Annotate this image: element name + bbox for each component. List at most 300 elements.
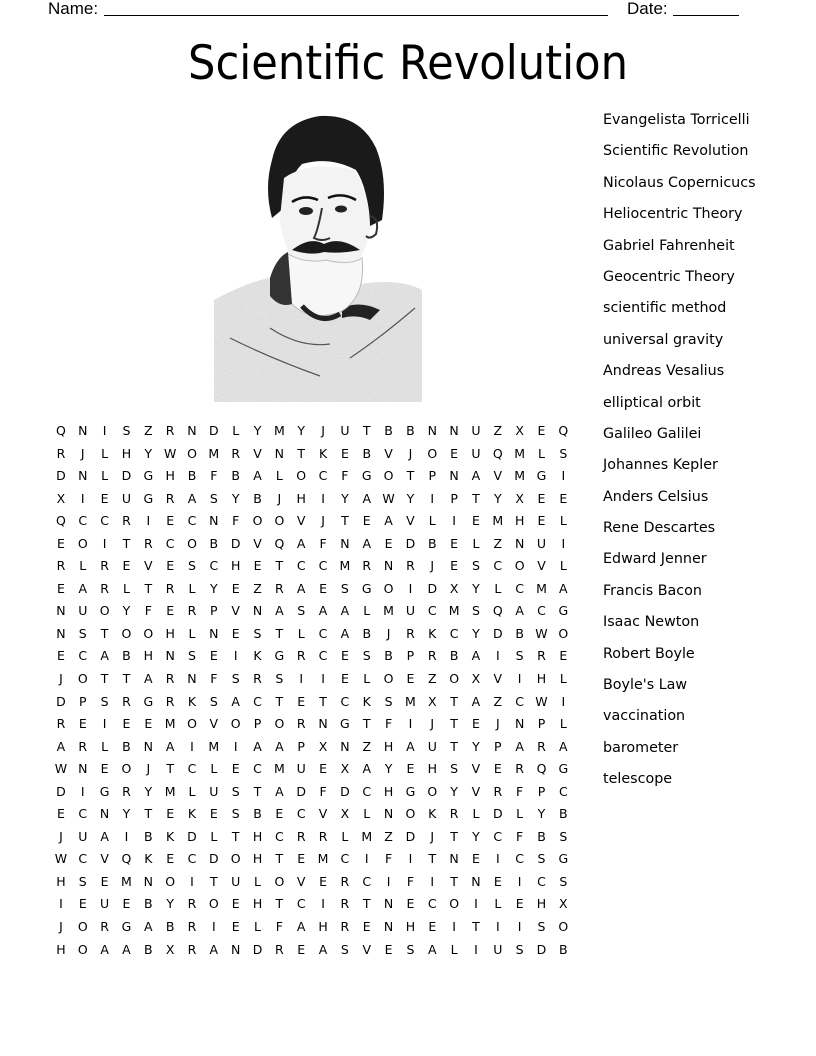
grid-cell[interactable]: F: [210, 671, 218, 687]
grid-cell[interactable]: U: [536, 535, 547, 551]
grid-cell[interactable]: T: [472, 919, 480, 935]
grid-cell[interactable]: O: [274, 716, 285, 732]
grid-cell[interactable]: P: [297, 738, 305, 754]
grid-cell[interactable]: G: [558, 851, 569, 867]
grid-cell[interactable]: H: [514, 513, 525, 529]
grid-cell[interactable]: M: [208, 738, 220, 754]
grid-cell[interactable]: D: [296, 783, 307, 799]
grid-cell[interactable]: R: [100, 919, 109, 935]
grid-cell[interactable]: C: [78, 513, 88, 529]
grid-cell[interactable]: T: [362, 716, 371, 732]
grid-cell[interactable]: O: [558, 625, 569, 641]
grid-cell[interactable]: I: [561, 693, 566, 709]
grid-cell[interactable]: M: [536, 580, 547, 596]
grid-cell[interactable]: W: [535, 693, 548, 709]
grid-cell[interactable]: O: [427, 783, 438, 799]
grid-cell[interactable]: E: [515, 896, 524, 912]
grid-cell[interactable]: E: [493, 761, 502, 777]
grid-cell[interactable]: B: [122, 738, 131, 754]
grid-cell[interactable]: T: [100, 671, 109, 687]
grid-cell[interactable]: L: [254, 919, 261, 935]
grid-cell[interactable]: L: [122, 580, 130, 596]
grid-cell[interactable]: O: [143, 625, 154, 641]
grid-cell[interactable]: V: [471, 783, 481, 799]
grid-cell[interactable]: X: [318, 738, 328, 754]
grid-cell[interactable]: N: [449, 423, 459, 438]
grid-cell[interactable]: O: [230, 851, 241, 867]
grid-cell[interactable]: R: [122, 783, 131, 799]
grid-cell[interactable]: A: [100, 648, 109, 664]
grid-cell[interactable]: L: [210, 828, 218, 844]
grid-cell[interactable]: V: [209, 716, 219, 732]
grid-cell[interactable]: B: [384, 423, 393, 438]
grid-cell[interactable]: N: [252, 603, 263, 619]
grid-cell[interactable]: T: [319, 693, 327, 709]
grid-cell[interactable]: N: [514, 535, 525, 551]
grid-cell[interactable]: F: [384, 851, 393, 867]
grid-cell[interactable]: M: [208, 445, 220, 461]
grid-cell[interactable]: Y: [210, 580, 218, 596]
grid-cell[interactable]: L: [559, 716, 567, 732]
grid-cell[interactable]: P: [78, 693, 87, 709]
grid-cell[interactable]: S: [78, 625, 87, 641]
grid-cell[interactable]: T: [362, 896, 371, 912]
grid-cell[interactable]: X: [340, 806, 350, 822]
grid-cell[interactable]: E: [450, 535, 459, 551]
grid-cell[interactable]: I: [408, 580, 413, 596]
grid-cell[interactable]: L: [559, 513, 567, 529]
grid-cell[interactable]: S: [471, 603, 480, 619]
grid-cell[interactable]: N: [187, 671, 197, 687]
grid-cell[interactable]: M: [405, 693, 416, 709]
grid-cell[interactable]: T: [122, 671, 131, 687]
grid-cell[interactable]: T: [100, 625, 109, 641]
grid-cell[interactable]: A: [427, 941, 437, 957]
grid-cell[interactable]: J: [277, 490, 282, 506]
grid-cell[interactable]: X: [471, 671, 481, 687]
grid-cell[interactable]: B: [384, 648, 393, 664]
grid-cell[interactable]: T: [297, 445, 306, 461]
grid-cell[interactable]: A: [187, 490, 197, 506]
grid-cell[interactable]: C: [515, 693, 524, 709]
grid-cell[interactable]: R: [275, 941, 284, 957]
date-field-line[interactable]: [673, 15, 739, 16]
grid-cell[interactable]: N: [383, 558, 394, 574]
grid-cell[interactable]: T: [406, 468, 415, 484]
grid-cell[interactable]: I: [495, 851, 500, 867]
grid-cell[interactable]: T: [472, 490, 480, 506]
grid-cell[interactable]: Y: [253, 423, 262, 438]
grid-cell[interactable]: H: [536, 671, 547, 687]
grid-cell[interactable]: C: [318, 625, 328, 641]
grid-cell[interactable]: E: [406, 761, 415, 777]
grid-cell[interactable]: G: [143, 693, 154, 709]
grid-cell[interactable]: N: [56, 625, 66, 641]
grid-cell[interactable]: A: [122, 941, 131, 957]
grid-cell[interactable]: L: [516, 806, 524, 822]
grid-cell[interactable]: A: [559, 580, 568, 596]
grid-cell[interactable]: X: [515, 490, 524, 506]
grid-cell[interactable]: C: [318, 648, 328, 664]
grid-cell[interactable]: C: [187, 761, 197, 777]
grid-cell[interactable]: L: [101, 468, 109, 484]
grid-cell[interactable]: A: [515, 603, 524, 619]
grid-cell[interactable]: U: [427, 738, 437, 754]
grid-cell[interactable]: R: [122, 693, 131, 709]
grid-cell[interactable]: N: [514, 716, 525, 732]
grid-cell[interactable]: A: [100, 941, 109, 957]
grid-cell[interactable]: F: [516, 828, 524, 844]
grid-cell[interactable]: E: [340, 671, 349, 687]
grid-cell[interactable]: A: [253, 468, 262, 484]
grid-cell[interactable]: D: [405, 535, 416, 551]
grid-cell[interactable]: L: [254, 873, 261, 889]
grid-cell[interactable]: A: [471, 648, 481, 664]
grid-cell[interactable]: E: [166, 558, 175, 574]
grid-cell[interactable]: H: [252, 851, 263, 867]
grid-cell[interactable]: R: [165, 671, 175, 687]
grid-cell[interactable]: I: [430, 490, 435, 506]
grid-cell[interactable]: R: [231, 445, 241, 461]
grid-cell[interactable]: R: [78, 738, 88, 754]
grid-cell[interactable]: N: [99, 806, 110, 822]
grid-cell[interactable]: I: [408, 851, 413, 867]
grid-cell[interactable]: S: [340, 580, 349, 596]
grid-cell[interactable]: A: [559, 738, 568, 754]
grid-cell[interactable]: A: [231, 693, 240, 709]
grid-cell[interactable]: E: [56, 535, 65, 551]
grid-cell[interactable]: Y: [493, 490, 502, 506]
grid-cell[interactable]: J: [430, 558, 435, 574]
grid-cell[interactable]: T: [450, 828, 458, 844]
grid-cell[interactable]: E: [319, 873, 327, 889]
grid-cell[interactable]: L: [363, 671, 371, 687]
grid-cell[interactable]: M: [164, 716, 176, 732]
grid-cell[interactable]: A: [384, 513, 393, 529]
grid-cell[interactable]: R: [318, 828, 328, 844]
grid-cell[interactable]: C: [449, 625, 459, 641]
grid-cell[interactable]: Y: [166, 896, 174, 912]
grid-cell[interactable]: E: [537, 513, 546, 529]
grid-cell[interactable]: E: [56, 648, 65, 664]
grid-cell[interactable]: X: [165, 941, 175, 957]
grid-cell[interactable]: J: [408, 445, 413, 461]
grid-cell[interactable]: D: [492, 806, 503, 822]
grid-cell[interactable]: E: [78, 896, 87, 912]
grid-cell[interactable]: P: [253, 716, 262, 732]
grid-cell[interactable]: M: [164, 783, 176, 799]
grid-cell[interactable]: K: [253, 648, 262, 664]
grid-cell[interactable]: E: [122, 558, 131, 574]
grid-cell[interactable]: O: [449, 671, 460, 687]
grid-cell[interactable]: O: [208, 896, 219, 912]
grid-cell[interactable]: P: [406, 648, 415, 664]
grid-cell[interactable]: I: [102, 423, 107, 438]
grid-cell[interactable]: T: [144, 580, 153, 596]
grid-cell[interactable]: Y: [472, 738, 480, 754]
grid-cell[interactable]: S: [559, 873, 568, 889]
grid-cell[interactable]: E: [231, 761, 240, 777]
grid-cell[interactable]: Z: [253, 580, 262, 596]
grid-cell[interactable]: U: [471, 423, 481, 438]
grid-cell[interactable]: R: [340, 873, 350, 889]
grid-cell[interactable]: S: [231, 806, 240, 822]
grid-cell[interactable]: O: [405, 806, 416, 822]
grid-cell[interactable]: B: [559, 941, 568, 957]
grid-cell[interactable]: Z: [493, 423, 503, 438]
grid-cell[interactable]: A: [362, 490, 372, 506]
grid-cell[interactable]: O: [383, 580, 394, 596]
grid-cell[interactable]: H: [121, 445, 132, 461]
grid-cell[interactable]: D: [536, 941, 547, 957]
grid-cell[interactable]: E: [472, 513, 480, 529]
grid-cell[interactable]: E: [297, 851, 306, 867]
grid-cell[interactable]: N: [56, 603, 66, 619]
grid-cell[interactable]: E: [297, 693, 306, 709]
grid-cell[interactable]: N: [340, 535, 350, 551]
grid-cell[interactable]: M: [448, 603, 460, 619]
grid-cell[interactable]: F: [406, 873, 415, 889]
grid-cell[interactable]: F: [384, 716, 393, 732]
grid-cell[interactable]: P: [210, 603, 218, 619]
grid-cell[interactable]: C: [318, 468, 328, 484]
grid-cell[interactable]: A: [78, 580, 88, 596]
grid-cell[interactable]: C: [515, 580, 524, 596]
grid-cell[interactable]: O: [252, 513, 263, 529]
grid-cell[interactable]: O: [383, 671, 394, 687]
grid-cell[interactable]: L: [101, 738, 109, 754]
grid-cell[interactable]: B: [406, 423, 415, 438]
grid-cell[interactable]: C: [296, 558, 306, 574]
grid-cell[interactable]: N: [427, 423, 437, 438]
grid-cell[interactable]: B: [449, 648, 459, 664]
grid-cell[interactable]: R: [56, 716, 66, 732]
grid-cell[interactable]: I: [124, 828, 129, 844]
grid-cell[interactable]: R: [340, 896, 350, 912]
grid-cell[interactable]: W: [54, 761, 68, 777]
grid-cell[interactable]: H: [230, 558, 241, 574]
grid-cell[interactable]: E: [450, 558, 459, 574]
grid-cell[interactable]: N: [230, 941, 241, 957]
grid-cell[interactable]: R: [296, 828, 306, 844]
grid-cell[interactable]: R: [427, 648, 437, 664]
grid-cell[interactable]: M: [383, 603, 394, 619]
grid-cell[interactable]: Q: [492, 603, 503, 619]
grid-cell[interactable]: X: [427, 693, 437, 709]
grid-cell[interactable]: G: [361, 468, 372, 484]
grid-cell[interactable]: M: [339, 558, 351, 574]
grid-cell[interactable]: H: [252, 896, 263, 912]
grid-cell[interactable]: I: [452, 919, 456, 935]
grid-cell[interactable]: B: [144, 828, 153, 844]
grid-cell[interactable]: Y: [144, 783, 153, 799]
grid-cell[interactable]: A: [209, 941, 219, 957]
grid-cell[interactable]: Y: [472, 625, 480, 641]
grid-cell[interactable]: E: [209, 648, 218, 664]
grid-cell[interactable]: C: [558, 783, 568, 799]
grid-cell[interactable]: N: [187, 423, 197, 438]
grid-cell[interactable]: O: [165, 873, 176, 889]
grid-cell[interactable]: J: [495, 716, 500, 732]
grid-cell[interactable]: J: [386, 625, 391, 641]
grid-cell[interactable]: R: [253, 671, 262, 687]
grid-cell[interactable]: L: [450, 941, 458, 957]
grid-cell[interactable]: R: [537, 738, 546, 754]
grid-cell[interactable]: E: [78, 716, 87, 732]
grid-cell[interactable]: E: [340, 445, 349, 461]
grid-cell[interactable]: C: [209, 558, 219, 574]
grid-cell[interactable]: A: [471, 468, 481, 484]
grid-cell[interactable]: S: [515, 941, 524, 957]
grid-cell[interactable]: E: [56, 580, 65, 596]
grid-cell[interactable]: B: [209, 535, 219, 551]
grid-cell[interactable]: F: [210, 468, 218, 484]
grid-cell[interactable]: E: [340, 648, 349, 664]
grid-cell[interactable]: O: [274, 873, 285, 889]
grid-cell[interactable]: I: [146, 513, 151, 529]
grid-cell[interactable]: E: [166, 513, 175, 529]
grid-cell[interactable]: I: [474, 896, 478, 912]
grid-cell[interactable]: S: [471, 558, 480, 574]
grid-cell[interactable]: U: [209, 783, 219, 799]
grid-cell[interactable]: I: [321, 896, 325, 912]
grid-cell[interactable]: O: [121, 625, 132, 641]
grid-cell[interactable]: I: [364, 851, 369, 867]
grid-cell[interactable]: M: [273, 423, 285, 438]
grid-cell[interactable]: E: [428, 919, 437, 935]
grid-cell[interactable]: S: [362, 648, 371, 664]
grid-cell[interactable]: C: [78, 806, 88, 822]
grid-cell[interactable]: N: [78, 423, 88, 438]
grid-cell[interactable]: Y: [122, 603, 131, 619]
grid-cell[interactable]: O: [77, 941, 88, 957]
grid-cell[interactable]: R: [143, 535, 153, 551]
grid-cell[interactable]: R: [100, 580, 109, 596]
grid-cell[interactable]: U: [78, 828, 88, 844]
grid-cell[interactable]: P: [537, 783, 546, 799]
grid-cell[interactable]: Q: [56, 423, 66, 438]
grid-cell[interactable]: S: [340, 941, 349, 957]
grid-cell[interactable]: C: [493, 558, 503, 574]
grid-cell[interactable]: D: [56, 693, 66, 709]
grid-cell[interactable]: C: [78, 851, 88, 867]
grid-cell[interactable]: J: [80, 445, 85, 461]
grid-cell[interactable]: X: [559, 896, 568, 912]
grid-cell[interactable]: E: [253, 558, 262, 574]
grid-cell[interactable]: K: [362, 693, 371, 709]
grid-cell[interactable]: T: [275, 693, 284, 709]
grid-cell[interactable]: A: [100, 828, 109, 844]
grid-cell[interactable]: P: [450, 490, 458, 506]
grid-cell[interactable]: H: [318, 919, 328, 935]
grid-cell[interactable]: S: [122, 423, 131, 438]
grid-cell[interactable]: E: [559, 490, 568, 506]
grid-cell[interactable]: H: [536, 896, 547, 912]
grid-cell[interactable]: O: [187, 535, 197, 551]
grid-cell[interactable]: E: [209, 806, 218, 822]
grid-cell[interactable]: Y: [231, 490, 240, 506]
grid-cell[interactable]: C: [537, 873, 546, 889]
grid-cell[interactable]: B: [362, 625, 372, 641]
grid-cell[interactable]: U: [100, 896, 110, 912]
grid-cell[interactable]: G: [143, 490, 154, 506]
grid-cell[interactable]: S: [188, 648, 196, 664]
grid-cell[interactable]: E: [362, 919, 371, 935]
grid-cell[interactable]: B: [122, 648, 131, 664]
grid-cell[interactable]: L: [232, 423, 240, 438]
grid-cell[interactable]: G: [274, 648, 285, 664]
grid-cell[interactable]: A: [144, 919, 153, 935]
grid-cell[interactable]: Y: [406, 490, 415, 506]
grid-cell[interactable]: S: [231, 783, 240, 799]
grid-cell[interactable]: E: [537, 490, 546, 506]
grid-cell[interactable]: X: [340, 761, 350, 777]
grid-cell[interactable]: J: [430, 716, 435, 732]
grid-cell[interactable]: L: [297, 625, 305, 641]
grid-cell[interactable]: Z: [144, 423, 153, 438]
grid-cell[interactable]: R: [100, 558, 109, 574]
grid-cell[interactable]: V: [362, 941, 372, 957]
grid-cell[interactable]: J: [59, 828, 63, 844]
grid-cell[interactable]: R: [296, 648, 306, 664]
grid-cell[interactable]: V: [100, 851, 109, 867]
grid-cell[interactable]: A: [144, 671, 153, 687]
grid-cell[interactable]: Y: [122, 806, 131, 822]
grid-cell[interactable]: L: [188, 783, 196, 799]
grid-cell[interactable]: V: [406, 513, 415, 529]
grid-cell[interactable]: O: [383, 468, 394, 484]
grid-cell[interactable]: W: [382, 490, 395, 506]
grid-cell[interactable]: A: [275, 738, 284, 754]
grid-cell[interactable]: T: [122, 535, 131, 551]
grid-cell[interactable]: C: [100, 513, 109, 529]
grid-cell[interactable]: V: [537, 558, 546, 574]
grid-cell[interactable]: P: [494, 738, 502, 754]
grid-cell[interactable]: J: [430, 828, 435, 844]
grid-cell[interactable]: E: [559, 648, 568, 664]
grid-cell[interactable]: T: [253, 783, 262, 799]
grid-cell[interactable]: I: [59, 896, 63, 912]
grid-cell[interactable]: L: [472, 806, 480, 822]
grid-cell[interactable]: A: [275, 603, 284, 619]
grid-cell[interactable]: C: [187, 513, 197, 529]
grid-cell[interactable]: V: [471, 761, 481, 777]
grid-cell[interactable]: I: [211, 919, 216, 935]
grid-cell[interactable]: G: [143, 468, 154, 484]
grid-cell[interactable]: E: [297, 941, 306, 957]
grid-cell[interactable]: V: [318, 806, 328, 822]
grid-cell[interactable]: C: [427, 896, 437, 912]
grid-cell[interactable]: I: [517, 873, 522, 889]
grid-cell[interactable]: U: [296, 761, 306, 777]
grid-cell[interactable]: K: [318, 445, 328, 461]
grid-cell[interactable]: D: [492, 625, 503, 641]
grid-cell[interactable]: X: [515, 423, 524, 438]
grid-cell[interactable]: H: [383, 783, 394, 799]
grid-cell[interactable]: K: [187, 806, 197, 822]
grid-cell[interactable]: C: [296, 806, 306, 822]
grid-cell[interactable]: S: [78, 873, 87, 889]
grid-cell[interactable]: B: [253, 806, 262, 822]
grid-cell[interactable]: D: [209, 851, 219, 867]
grid-cell[interactable]: N: [449, 851, 459, 867]
grid-cell[interactable]: E: [100, 490, 109, 506]
grid-cell[interactable]: L: [472, 535, 480, 551]
grid-cell[interactable]: S: [406, 941, 415, 957]
grid-cell[interactable]: Y: [144, 445, 153, 461]
grid-cell[interactable]: D: [121, 468, 132, 484]
grid-cell[interactable]: E: [406, 896, 415, 912]
